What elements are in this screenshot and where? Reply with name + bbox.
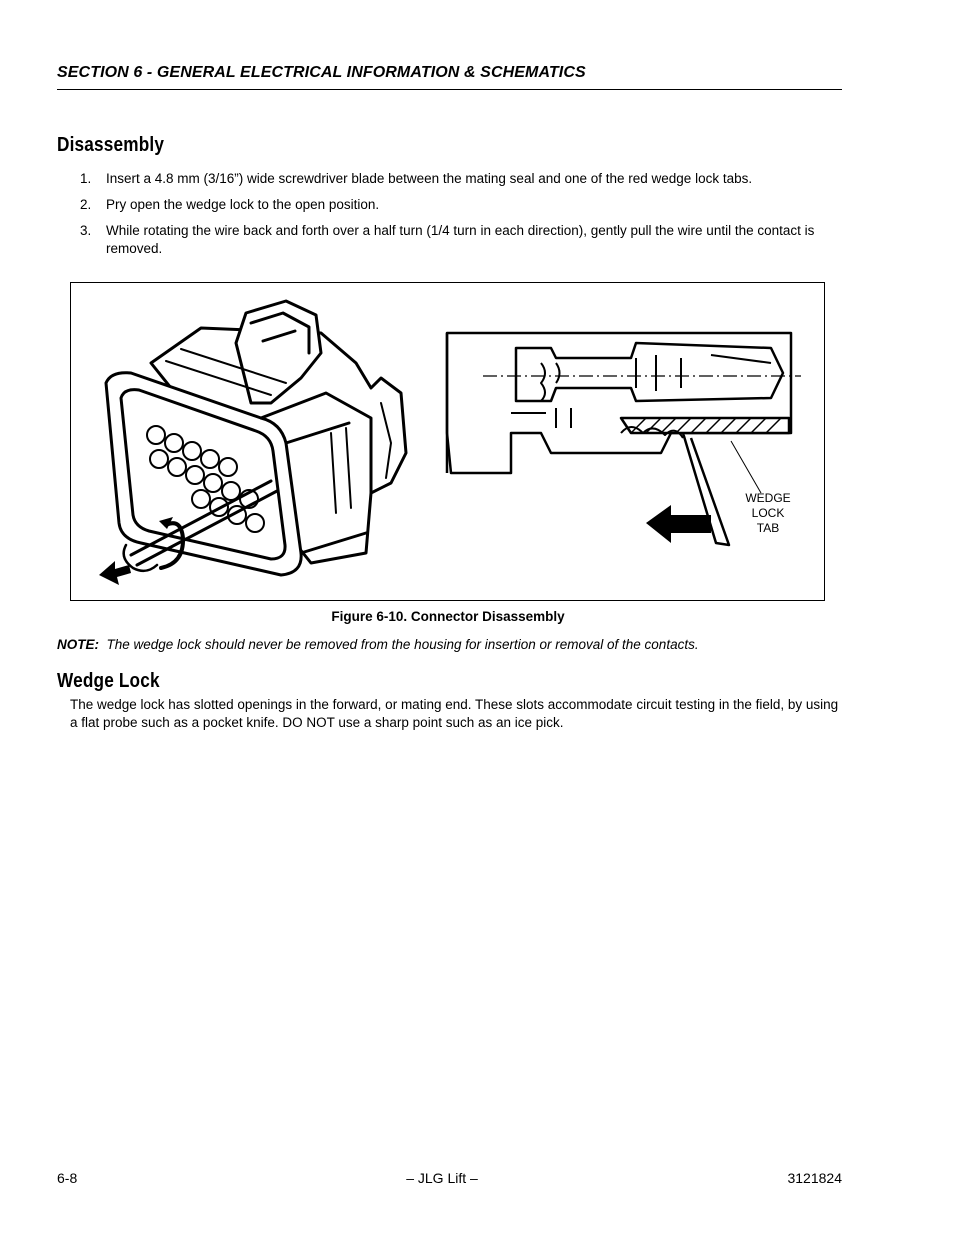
step-text: Pry open the wedge lock to the open position.: [106, 197, 380, 212]
figure-caption: Figure 6-10. Connector Disassembly: [331, 609, 565, 624]
list-item: [57, 222, 847, 258]
connector-illustration: [71, 283, 823, 599]
step-text: Insert a 4.8 mm (3/16”) wide screwdriver blade between the mating seal and one of the red wedge lock tabs.: [106, 171, 753, 186]
connector-cross-section: [447, 333, 801, 545]
note-text: The wedge lock should never be removed from the housing for insertion or removal of the contacts.: [106, 637, 699, 652]
wedge-lock-tab-label-line3: TAB: [756, 521, 780, 535]
header-rule: [57, 89, 842, 90]
step-number: 3.: [80, 223, 92, 238]
note-label: NOTE:: [57, 637, 99, 652]
section-header: SECTION 6 - GENERAL ELECTRICAL INFORMATION & SCHEMATICS: [57, 64, 586, 81]
step-number: 1.: [80, 171, 92, 186]
wedge-lock-tab-leader: [731, 441, 761, 493]
wedge-lock-tab-label-line1: WEDGE: [745, 491, 791, 505]
doc-number: 3121824: [787, 1170, 842, 1186]
list-item: [57, 196, 847, 214]
wedge-lock-heading: Wedge Lock: [57, 670, 160, 692]
step-number: 2.: [80, 197, 92, 212]
step-text: While rotating the wire back and forth over a half turn (1/4 turn in each direction), gently pull the wire until the contact is removed.: [106, 223, 815, 256]
footer-center: – JLG Lift –: [406, 1170, 478, 1186]
page-number: 6-8: [57, 1170, 78, 1186]
wedge-lock-paragraph: The wedge lock has slotted openings in the forward, or mating end. These slots accommodate circuit testing in the field, by using a flat probe such as a pocket knife. DO NOT use a sharp point such as an ice pick.: [70, 697, 839, 730]
connector-disassembly-figure: [70, 282, 825, 601]
note: [57, 637, 847, 652]
wedge-lock-tab-label-line2: LOCK: [751, 506, 785, 520]
push-direction-arrow: [646, 505, 711, 543]
disassembly-steps: [57, 170, 847, 266]
list-item: [57, 170, 847, 188]
disassembly-heading: Disassembly: [57, 134, 165, 156]
